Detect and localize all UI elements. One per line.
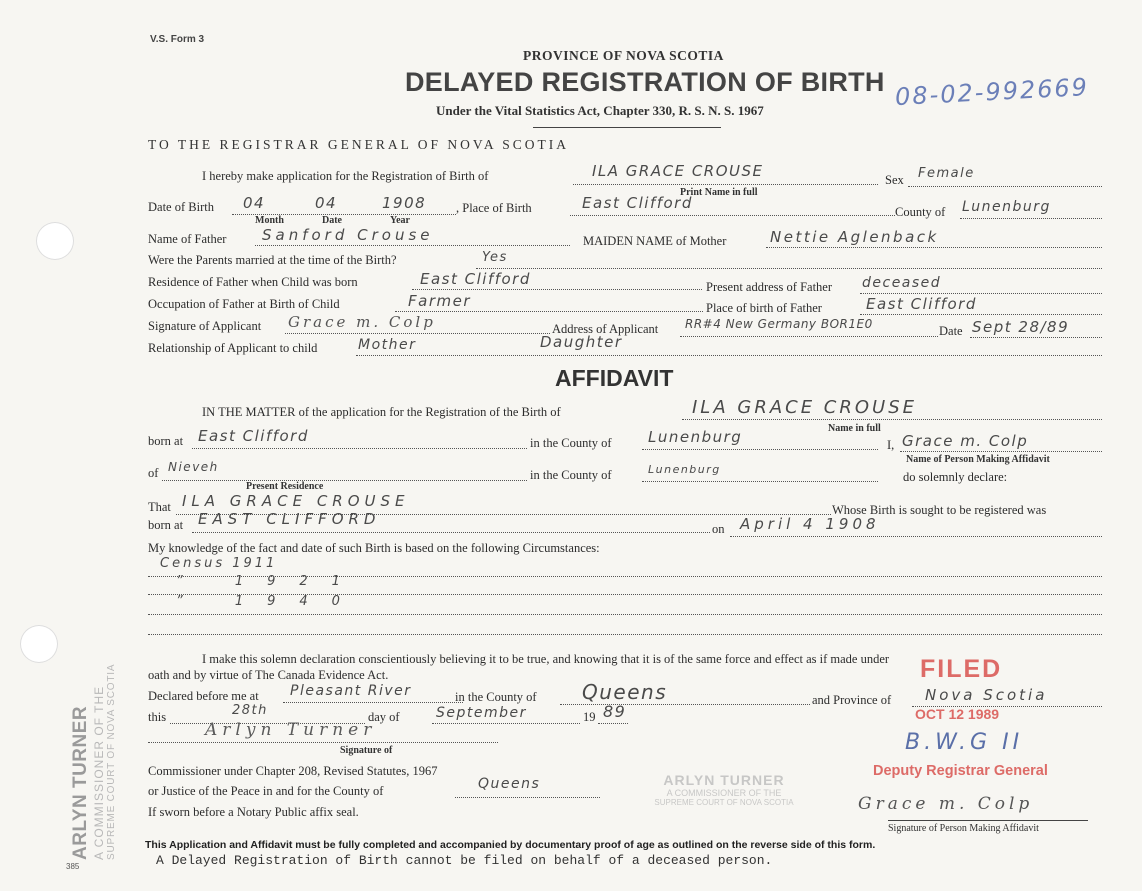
year-value: 89: [603, 702, 627, 721]
that-label: That: [148, 500, 171, 514]
punch-hole-top: [36, 222, 74, 260]
form-number: V.S. Form 3: [150, 34, 205, 45]
knowledge-label: My knowledge of the fact and date of such Birth is based on the following Circumstances:: [148, 541, 600, 555]
pob-father-line: [860, 314, 1102, 315]
signature-applicant-line: [285, 333, 550, 334]
relationship-line: [356, 355, 1102, 356]
born-at-label-2: born at: [148, 518, 184, 532]
relationship-daughter: Daughter: [540, 333, 623, 351]
residence-father-line: [412, 289, 702, 290]
to-registrar: TO THE REGISTRAR GENERAL OF NOVA SCOTIA: [148, 137, 570, 152]
deponent-signature: Grace m. Colp: [858, 794, 1034, 814]
occupation-line: [395, 311, 703, 312]
notary-label: If sworn before a Notary Public affix seal.: [148, 805, 359, 819]
born-at2-value: EAST CLIFFORD: [198, 510, 381, 528]
solemn-line-1: I make this solemn declaration conscientiously believing it to be true, and knowing that it is of the same force and effect as if made under: [202, 652, 890, 666]
deputy-registrar-stamp: Deputy Registrar General: [873, 763, 1048, 779]
county3-label: in the County of: [455, 690, 537, 704]
province-heading: PROVINCE OF NOVA SCOTIA: [523, 48, 724, 63]
year-prefix: 19: [583, 710, 596, 724]
commissioner-line-2: or Justice of the Peace in and for the County of: [148, 784, 384, 798]
arlyn-turner-stamp-faint: [624, 772, 824, 807]
relationship-label: Relationship of Applicant to child: [148, 341, 318, 355]
present-address-label: Present address of Father: [706, 280, 833, 294]
province-label: and Province of: [812, 693, 892, 707]
solemnly-declare: do solemnly declare:: [903, 470, 1008, 484]
date-line: [970, 337, 1102, 338]
place-of-birth-label: , Place of Birth: [456, 201, 532, 215]
relationship-mother: Mother: [358, 337, 417, 353]
residence-value: Nieveh: [168, 460, 219, 474]
title-rule: [533, 127, 721, 128]
commissioner-line-1: Commissioner under Chapter 208, Revised Statutes, 1967: [148, 764, 438, 778]
on-line: [730, 536, 1102, 537]
county-line: [960, 218, 1102, 219]
province-value: Nova Scotia: [925, 686, 1048, 704]
father-label: Name of Father: [148, 232, 227, 246]
born-at-line: [192, 448, 527, 449]
on-label: on: [712, 522, 725, 536]
circumstance-3: ” 1940: [176, 594, 364, 609]
deponent-sig-rule: [888, 820, 1088, 821]
month-line: [432, 723, 580, 724]
signature-of-caption: Signature of: [340, 745, 393, 756]
day-value: 28th: [232, 703, 268, 718]
date-caption: Date: [322, 215, 342, 226]
this-label: this: [148, 710, 167, 724]
county2-value: Lunenburg: [648, 463, 721, 476]
day-of-label: day of: [368, 710, 400, 724]
commissioner-signature: Arlyn Turner: [205, 720, 377, 740]
place-value: East Clifford: [582, 194, 693, 212]
matter-label: IN THE MATTER of the application for the Registration of the Birth of: [202, 405, 561, 419]
affidavit-child-name: ILA GRACE CROUSE: [692, 397, 918, 418]
filed-date-stamp: OCT 12 1989: [915, 706, 1000, 722]
intro-label: I hereby make application for the Registration of Birth of: [202, 169, 489, 183]
sex-label: Sex: [885, 173, 904, 187]
registrar-signature: B.W.G II: [905, 730, 1024, 755]
solemn-line-2: oath and by virtue of The Canada Evidence Act.: [148, 668, 389, 682]
of-label: of: [148, 466, 159, 480]
born-at2-line: [192, 532, 710, 533]
arlyn-seal-name: ARLYN TURNER: [70, 705, 91, 860]
signature-applicant-value: Grace m. Colp: [288, 313, 436, 331]
present-address-value: deceased: [862, 275, 942, 291]
father-line: [255, 245, 570, 246]
name-in-full-caption: Name in full: [828, 423, 881, 434]
married-label: Were the Parents married at the time of the Birth?: [148, 253, 397, 267]
declared-at-line: [283, 702, 463, 703]
signature-applicant-label: Signature of Applicant: [148, 319, 262, 333]
i-label: I,: [887, 438, 895, 452]
present-residence-caption: Present Residence: [246, 481, 324, 492]
deponent-sig-caption: Signature of Person Making Affidavit: [888, 823, 1039, 834]
circumstance-2: ” 1921: [176, 574, 364, 589]
present-address-line: [860, 293, 1102, 294]
print-name-caption: Print Name in full: [680, 187, 758, 198]
commissioner-sig-line: [148, 742, 498, 743]
arlyn-faint-line3: SUPREME COURT OF NOVA SCOTIA: [654, 798, 794, 807]
commissioner-county-line: [455, 797, 600, 798]
arlyn-faint-name: ARLYN TURNER: [663, 772, 785, 788]
that-value: ILA GRACE CROUSE: [182, 492, 410, 510]
county-of-label-2: in the County of: [530, 468, 612, 482]
father-value: Sanford Crouse: [262, 226, 434, 244]
form-title: DELAYED REGISTRATION OF BIRTH: [405, 67, 885, 97]
mother-label: MAIDEN NAME of Mother: [583, 234, 727, 248]
born-at-label: born at: [148, 434, 184, 448]
born-at-value: East Clifford: [198, 427, 309, 445]
form-code: 385: [66, 862, 80, 871]
married-line: [476, 268, 1102, 269]
residence-father-value: East Clifford: [420, 270, 531, 288]
county3-value: Queens: [582, 680, 668, 704]
year-line: [598, 723, 628, 724]
matter-line: [682, 419, 1102, 420]
circ-line-3: [148, 614, 1102, 615]
declared-at-value: Pleasant River: [290, 683, 412, 699]
county-value: Lunenburg: [962, 199, 1051, 215]
month-value: September: [436, 705, 527, 721]
county-of-label: in the County of: [530, 436, 612, 450]
date-label: Date: [939, 324, 963, 338]
month-caption: Month: [255, 215, 284, 226]
county-label: County of: [895, 205, 946, 219]
arlyn-faint-line2: A COMMISSIONER OF THE: [666, 788, 782, 798]
sex-line: [908, 186, 1102, 187]
year-caption: Year: [390, 215, 410, 226]
declared-before-label: Declared before me at: [148, 689, 259, 703]
county-of-value: Lunenburg: [648, 428, 743, 446]
footer-note: This Application and Affidavit must be fully completed and accompanied by documentary proof of age as outlined on the reverse side of this form.: [145, 839, 876, 851]
county-of-line: [642, 449, 878, 450]
place-line: [570, 215, 895, 216]
pob-father-label: Place of birth of Father: [706, 301, 822, 315]
mother-value: Nettie Aglenback: [770, 228, 939, 246]
dob-label: Date of Birth: [148, 200, 214, 214]
address-applicant-value: RR#4 New Germany BOR1E0: [685, 317, 873, 331]
county3-line: [560, 704, 810, 705]
child-name-value: ILA GRACE CROUSE: [592, 162, 764, 180]
address-applicant-line: [680, 336, 938, 337]
whose-birth-label: Whose Birth is sought to be registered was: [832, 503, 1047, 517]
registration-number: 08-02-992669: [894, 72, 1090, 112]
on-value: April 4 1908: [740, 515, 880, 533]
filed-stamp: FILED: [920, 655, 1003, 683]
punch-hole-bottom: [20, 625, 58, 663]
occupation-value: Farmer: [408, 292, 471, 310]
date-value: Sept 28/89: [972, 318, 1070, 336]
arlyn-seal-line2: A COMMISSIONER OF THE: [92, 685, 106, 860]
address-applicant-label: Address of Applicant: [552, 322, 659, 336]
arlyn-turner-seal: [70, 600, 117, 860]
dob-month: 04: [243, 194, 266, 212]
form-subtitle: Under the Vital Statistics Act, Chapter 330, R. S. N. S. 1967: [436, 103, 764, 118]
deponent-caption: Name of Person Making Affidavit: [906, 454, 1050, 465]
deponent-value: Grace m. Colp: [902, 432, 1029, 450]
commissioner-county: Queens: [478, 776, 541, 792]
child-name-line: [573, 184, 878, 185]
deponent-line: [900, 451, 1102, 452]
residence-line: [162, 480, 527, 481]
affidavit-heading: AFFIDAVIT: [555, 365, 674, 391]
occupation-label: Occupation of Father at Birth of Child: [148, 297, 340, 311]
mother-line: [766, 247, 1102, 248]
pob-father-value: East Clifford: [866, 295, 977, 313]
typed-note: A Delayed Registration of Birth cannot be filed on behalf of a deceased person.: [156, 853, 773, 868]
dob-date: 04: [315, 194, 338, 212]
residence-father-label: Residence of Father when Child was born: [148, 275, 358, 289]
arlyn-seal-line3: SUPREME COURT OF NOVA SCOTIA: [106, 663, 117, 860]
married-value: Yes: [482, 250, 508, 265]
county2-line: [642, 481, 878, 482]
sex-value: Female: [918, 166, 975, 181]
circumstance-1: Census 1911: [160, 556, 278, 571]
circ-line-4: [148, 634, 1102, 635]
dob-year: 1908: [382, 194, 427, 212]
